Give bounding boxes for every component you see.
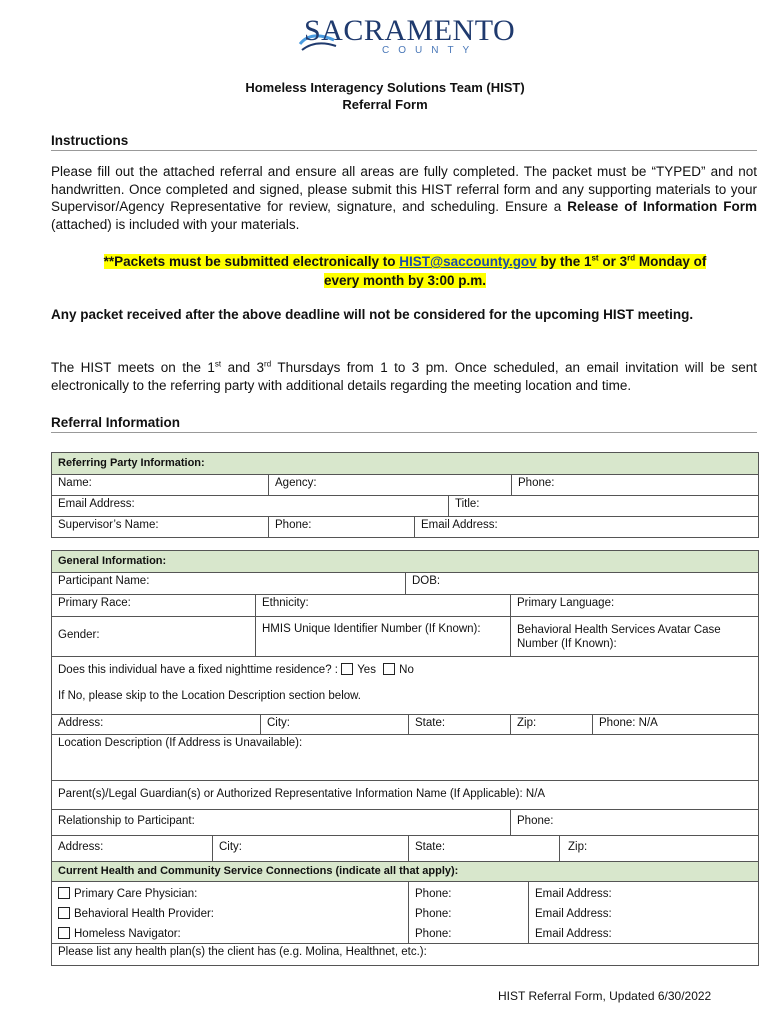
bh-provider-checkbox[interactable]	[58, 907, 70, 919]
meeting-info	[51, 359, 757, 394]
pcp-phone-field[interactable]: Phone:	[415, 888, 452, 900]
referring-party-header: Referring Party Information:	[52, 453, 758, 474]
dob-field[interactable]: DOB:	[405, 573, 758, 594]
form-title: Homeless Interagency Solutions Team (HIST)	[245, 80, 525, 95]
guardian-city-field[interactable]: City:	[212, 836, 408, 861]
gender-field[interactable]: Gender:	[58, 629, 100, 641]
navigator-email-field[interactable]: Email Address:	[535, 928, 612, 940]
instructions-paragraph	[51, 163, 757, 233]
relationship-phone-field[interactable]: Phone:	[510, 810, 758, 835]
bh-phone-field[interactable]: Phone:	[415, 908, 452, 920]
deadline-sup2: rd	[627, 253, 636, 263]
instructions-tail: (attached) is included with your materials.	[51, 216, 300, 232]
provider-row	[58, 924, 402, 944]
guardian-zip-field[interactable]: Zip:	[559, 836, 758, 861]
deadline-pre: **Packets must be submitted electronically to	[103, 254, 400, 269]
provider-phone-column	[408, 882, 528, 943]
navigator-checkbox[interactable]	[58, 927, 70, 939]
pcp-email-field[interactable]: Email Address:	[535, 888, 612, 900]
meet-c: Thursdays from 1 to 3 pm. Once scheduled, an email invitation will be sent electronically to the referring party with additional details regarding the meeting location and time.	[51, 360, 757, 393]
referring-party-table	[51, 452, 759, 538]
instructions-heading: Instructions	[51, 133, 757, 151]
referrer-title-field[interactable]: Title:	[448, 496, 758, 516]
meet-b: and 3	[221, 360, 265, 375]
referrer-email-field[interactable]: Email Address:	[58, 498, 135, 510]
provider-row	[58, 884, 402, 904]
primary-language-field[interactable]: Primary Language:	[510, 595, 758, 616]
supervisor-email-field[interactable]: Email Address:	[414, 517, 758, 537]
state-field[interactable]: State:	[408, 715, 510, 734]
hist-email-link[interactable]: HIST@saccounty.gov	[399, 254, 537, 269]
navigator-phone-field[interactable]: Phone:	[415, 928, 452, 940]
bh-email-field[interactable]: Email Address:	[535, 908, 612, 920]
form-subtitle: Referral Form	[342, 97, 428, 112]
no-checkbox[interactable]	[383, 663, 395, 675]
supervisor-phone-field[interactable]: Phone:	[268, 517, 414, 537]
release-form-text: Release of Information Form	[567, 199, 757, 214]
referrer-agency-field[interactable]: Agency:	[268, 475, 511, 495]
zip-field[interactable]: Zip:	[510, 715, 592, 734]
city-field[interactable]: City:	[260, 715, 408, 734]
phone-na-field[interactable]: Phone: N/A	[592, 715, 758, 734]
guardian-field[interactable]: Parent(s)/Legal Guardian(s) or Authorized Representative Information Name (If Applicable): N/A	[58, 788, 546, 800]
sacramento-county-logo	[296, 12, 516, 58]
provider-email-column	[528, 882, 758, 943]
skip-note: If No, please skip to the Location Description section below.	[58, 690, 362, 702]
location-description-field[interactable]: Location Description (If Address is Unavailable):	[58, 737, 303, 749]
health-connections-rows	[52, 881, 758, 943]
residence-question-text: Does this individual have a fixed nighttime residence? :	[58, 664, 342, 676]
navigator-label: Homeless Navigator:	[74, 928, 181, 940]
logo-sub: COUNTY	[382, 45, 479, 56]
health-provider-list	[52, 882, 408, 943]
deadline-notice	[60, 252, 750, 290]
deadline-or: or 3	[598, 254, 628, 269]
guardian-state-field[interactable]: State:	[408, 836, 559, 861]
guardian-address-field[interactable]: Address:	[58, 841, 104, 853]
yes-checkbox[interactable]	[341, 663, 353, 675]
referrer-name-field[interactable]: Name:	[58, 477, 92, 489]
pcp-label: Primary Care Physician:	[74, 888, 198, 900]
bh-provider-label: Behavioral Health Provider:	[74, 908, 214, 920]
primary-race-field[interactable]: Primary Race:	[58, 597, 131, 609]
deadline-line2: every month by 3:00 p.m.	[323, 273, 487, 288]
no-label: No	[399, 664, 414, 676]
footer-revision: HIST Referral Form, Updated 6/30/2022	[498, 989, 712, 1003]
instructions-text: Please fill out the attached referral and ensure all areas are fully completed. The packet must be “TYPED” and not handwritten. Once completed and signed, please submit this HIST referral form and any supporting materials to your Supervisor/Agency Representative for review, signature, and scheduling. Ensure a	[51, 164, 757, 214]
deadline-warning: Any packet received after the above deadline will not be considered for the upcoming HIST meeting.	[51, 307, 694, 322]
health-plans-field[interactable]: Please list any health plan(s) the client has (e.g. Molina, Healthnet, etc.):	[58, 946, 427, 958]
meet-a: The HIST meets on the 1	[51, 360, 215, 375]
hmis-id-field[interactable]: HMIS Unique Identifier Number (If Known):	[255, 617, 510, 656]
deadline-sup1: st	[591, 253, 599, 263]
logo-word: SACRAMENTO	[304, 14, 516, 47]
residence-question	[52, 657, 758, 714]
meet-sup1: st	[214, 359, 222, 369]
referrer-phone-field[interactable]: Phone:	[511, 475, 758, 495]
meet-sup2: rd	[264, 359, 272, 369]
deadline-end: Monday of	[635, 254, 707, 269]
health-connections-header: Current Health and Community Service Connections (indicate all that apply):	[52, 861, 758, 881]
ethnicity-field[interactable]: Ethnicity:	[255, 595, 510, 616]
supervisor-name-field[interactable]: Supervisor’s Name:	[58, 519, 159, 531]
general-info-table	[51, 550, 759, 966]
general-info-header: General Information:	[52, 551, 758, 572]
provider-row	[58, 904, 402, 924]
yes-label: Yes	[357, 664, 376, 676]
avatar-case-field[interactable]: Behavioral Health Services Avatar Case Number (If Known):	[510, 617, 758, 656]
referral-heading: Referral Information	[51, 415, 757, 433]
address-field[interactable]: Address:	[58, 717, 104, 729]
pcp-checkbox[interactable]	[58, 887, 70, 899]
relationship-field[interactable]: Relationship to Participant:	[58, 815, 195, 827]
participant-name-field[interactable]: Participant Name:	[58, 575, 150, 587]
deadline-mid: by the 1	[536, 254, 592, 269]
